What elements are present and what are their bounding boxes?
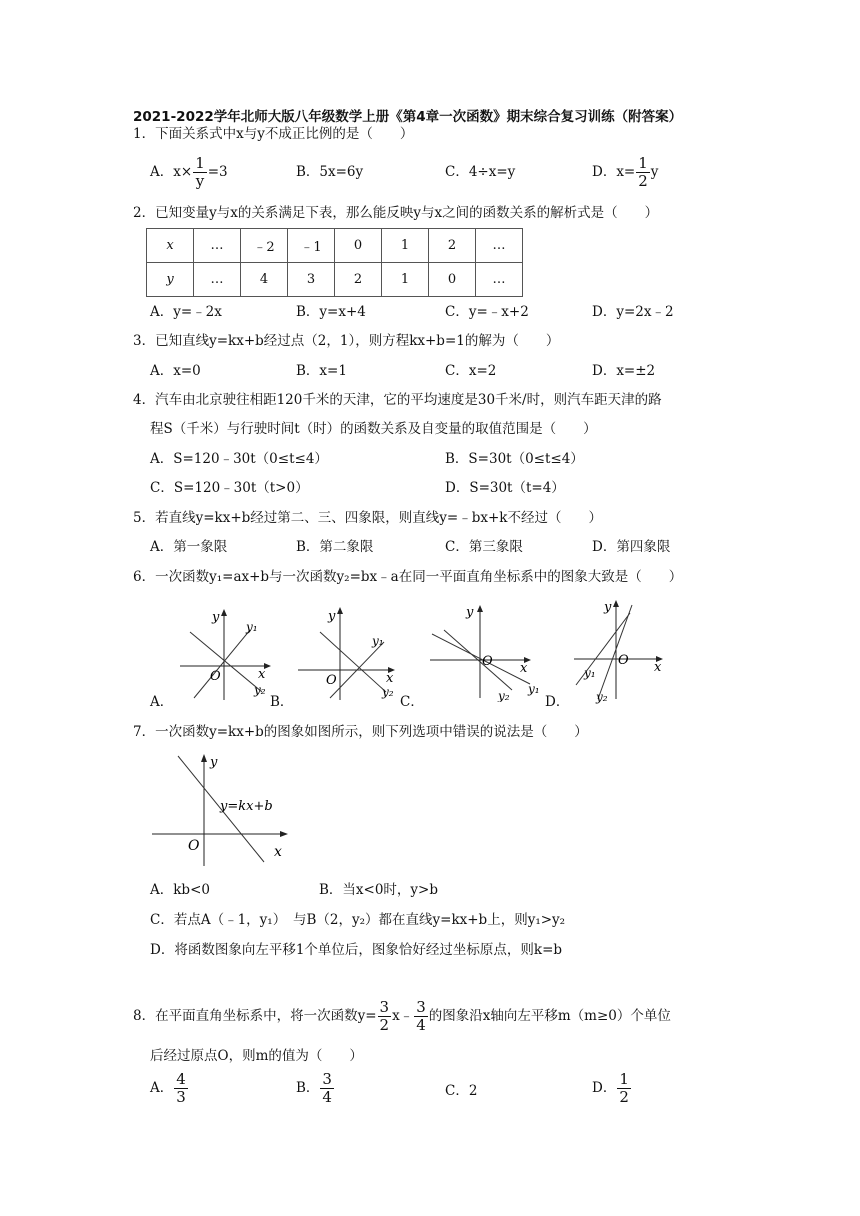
table-row-x [147, 229, 523, 263]
y2-label: y₂ [382, 685, 394, 699]
q1-a-post: =3 [207, 164, 228, 180]
q8-mid: x﹣ [392, 1008, 414, 1024]
y-axis-arrow-icon [337, 607, 343, 614]
question-8-stem-line2: 后经过原点O，则m的值为（ ） [150, 1048, 363, 1064]
q8-stem-pre: 8．在平面直角坐标系中，将一次函数y= [133, 1008, 377, 1024]
q4-option-b[interactable]: B．S=30t（0≤t≤4） [445, 451, 584, 467]
q1-a-fraction [193, 156, 207, 189]
q6-option-c[interactable]: C． [400, 694, 424, 710]
q3-option-a[interactable]: A．x=0 [150, 363, 201, 379]
y-axis-arrow-icon [201, 754, 207, 762]
origin-label: O [326, 673, 337, 688]
q8-a-den: 3 [176, 1088, 186, 1106]
q1-a-den: y [195, 172, 205, 190]
function-label: y=kx+b [220, 799, 273, 814]
table-cell: 1 [382, 263, 429, 297]
q4-option-a[interactable]: A．S=120﹣30t（0≤t≤4） [150, 451, 328, 467]
q3-option-c[interactable]: C．x=2 [445, 363, 497, 379]
q5-option-b[interactable]: B．第二象限 [296, 539, 374, 555]
question-4-stem-line1: 4．汽车由北京驶往相距120千米的天津，它的平均速度是30千米/时，则汽车距天津的路 [133, 392, 662, 408]
table-cell: 0 [335, 229, 382, 263]
q6-graph-a [172, 600, 277, 704]
page-title: 2021-2022学年北师大版八年级数学上册《第4章一次函数》期末综合复习训练（附答案） [133, 109, 683, 125]
q8-f1-den: 2 [379, 1016, 390, 1034]
q8-b-fraction [320, 1072, 334, 1105]
x-axis-arrow-icon [280, 831, 288, 837]
q5-option-c[interactable]: C．第三象限 [445, 539, 523, 555]
y-axis-label: y [210, 755, 218, 770]
y-axis-arrow-icon [477, 605, 483, 612]
table-cell: ﹣1 [288, 229, 335, 263]
question-5-stem: 5．若直线y=kx+b经过第二、三、四象限，则直线y=﹣bx+k不经过（ ） [133, 510, 602, 526]
table-cell: 3 [288, 263, 335, 297]
q5-option-d[interactable]: D．第四象限 [592, 539, 671, 555]
q8-a-fraction [174, 1072, 188, 1105]
q8-b-prefix: B． [296, 1080, 320, 1096]
line-y1 [432, 634, 530, 684]
origin-label: O [188, 838, 200, 854]
q8-a-prefix: A． [150, 1080, 174, 1096]
q8-d-prefix: D． [592, 1080, 617, 1096]
origin-label: O [210, 669, 221, 684]
q8-option-d[interactable] [592, 1072, 632, 1105]
table-cell: 1 [382, 229, 429, 263]
q8-b-num: 3 [322, 1070, 332, 1088]
q1-option-d[interactable] [592, 156, 658, 189]
x-axis-label: x [258, 667, 266, 682]
y-axis-arrow-icon [221, 609, 227, 616]
y-axis-label: y [466, 605, 474, 620]
table-cell: … [194, 263, 241, 297]
q8-option-b[interactable] [296, 1072, 335, 1105]
q8-option-c[interactable]: C．2 [445, 1083, 478, 1099]
q6-option-a[interactable]: A． [150, 694, 174, 710]
q1-d-num: 1 [638, 154, 648, 172]
q6-graph-c [422, 598, 542, 702]
q3-option-b[interactable]: B．x=1 [296, 363, 347, 379]
table-cell: y [147, 263, 194, 297]
question-7-stem: 7．一次函数y=kx+b的图象如图所示，则下列选项中错误的说法是（ ） [133, 724, 588, 740]
x-axis-label: x [274, 844, 282, 860]
question-4-stem-line2: 程S（千米）与行驶时间t（时）的函数关系及自变量的取值范围是（ ） [150, 421, 597, 437]
table-cell: ﹣2 [241, 229, 288, 263]
q8-a-num: 4 [176, 1070, 186, 1088]
y1-label: y₁ [246, 620, 258, 634]
y-axis-arrow-icon [613, 600, 619, 607]
question-6-stem: 6．一次函数y₁=ax+b与一次函数y₂=bx﹣a在同一平面直角坐标系中的图象大致是（ ） [133, 569, 683, 585]
table-cell: 2 [429, 229, 476, 263]
question-3-stem: 3．已知直线y=kx+b经过点（2，1），则方程kx+b=1的解为（ ） [133, 333, 560, 349]
q4-option-c[interactable]: C．S=120﹣30t（t>0） [150, 480, 309, 496]
q6-graph-d [570, 597, 675, 705]
q8-option-a[interactable] [150, 1072, 189, 1105]
q8-f2-num: 3 [416, 998, 426, 1016]
origin-label: O [618, 653, 629, 668]
q8-stem-post: 的图象沿x轴向左平移m（m≥0）个单位 [428, 1008, 671, 1024]
line-y2 [598, 605, 632, 699]
table-cell: … [476, 263, 523, 297]
q2-option-a[interactable]: A．y=﹣2x [150, 304, 222, 320]
y1-label: y₁ [372, 634, 384, 648]
q8-f1-num: 3 [379, 998, 390, 1016]
q6-option-d[interactable]: D． [545, 694, 570, 710]
q5-option-a[interactable]: A．第一象限 [150, 539, 228, 555]
q1-d-den: 2 [638, 172, 648, 190]
line-y2 [190, 632, 262, 692]
q1-option-c[interactable]: C．4÷x=y [445, 164, 516, 180]
question-1-stem: 1．下面关系式中x与y不成正比例的是（ ） [133, 126, 414, 142]
q7-option-d[interactable]: D．将函数图象向左平移1个单位后，图象恰好经过坐标原点，则k=b [150, 942, 563, 958]
x-axis-label: x [654, 660, 662, 675]
y-axis-label: y [212, 610, 220, 625]
q8-f2-den: 4 [416, 1016, 426, 1034]
y2-label: y₂ [254, 683, 266, 697]
q7-option-c[interactable]: C．若点A（﹣1，y₁） 与B（2，y₂）都在直线y=kx+b上，则y₁>y₂ [150, 912, 566, 928]
q2-option-d[interactable]: D．y=2x﹣2 [592, 304, 674, 320]
q7-graph [148, 748, 296, 870]
q8-b-den: 4 [322, 1088, 332, 1106]
table-cell: 0 [429, 263, 476, 297]
y-axis-label: y [328, 609, 336, 624]
q7-option-a[interactable]: A．kb<0 [150, 882, 210, 898]
value-table [146, 228, 523, 297]
y-axis-label: y [604, 600, 612, 615]
line-y1 [194, 630, 250, 698]
question-8-stem-line1 [133, 1000, 671, 1033]
q8-d-num: 1 [619, 1070, 629, 1088]
q6-option-b[interactable]: B． [270, 694, 294, 710]
y2-label: y₂ [596, 690, 608, 704]
q8-fraction-2 [414, 1000, 428, 1033]
table-cell: x [147, 229, 194, 263]
q1-d-pre: D．x= [592, 164, 636, 180]
table-cell: … [194, 229, 241, 263]
q1-a-pre: A．x× [150, 164, 193, 180]
question-2-stem: 2．已知变量y与x的关系满足下表，那么能反映y与x之间的函数关系的解析式是（ ） [133, 205, 659, 221]
q6-graph-b [290, 600, 400, 704]
q2-option-c[interactable]: C．y=﹣x+2 [445, 304, 529, 320]
q8-fraction-1 [378, 1000, 392, 1033]
y1-label: y₁ [528, 682, 540, 696]
origin-label: O [482, 654, 493, 669]
q8-d-fraction [617, 1072, 631, 1105]
table-row-y [147, 263, 523, 297]
q2-option-b[interactable]: B．y=x+4 [296, 304, 366, 320]
q1-d-post: y [650, 164, 659, 180]
y2-label: y₂ [498, 689, 510, 702]
q7-option-b[interactable]: B．当x<0时，y>b [319, 882, 439, 898]
q8-d-den: 2 [619, 1088, 629, 1106]
table-cell: 2 [335, 263, 382, 297]
table-cell: 4 [241, 263, 288, 297]
q1-option-a[interactable] [150, 156, 228, 189]
q4-option-d[interactable]: D．S=30t（t=4） [445, 480, 565, 496]
q1-a-num: 1 [195, 154, 205, 172]
y1-label: y₁ [584, 666, 596, 680]
x-axis-label: x [386, 671, 394, 686]
table-cell: … [476, 229, 523, 263]
q1-d-fraction [636, 156, 650, 189]
q1-option-b[interactable]: B．5x=6y [296, 164, 364, 180]
q3-option-d[interactable]: D．x=±2 [592, 363, 656, 379]
x-axis-label: x [520, 661, 528, 676]
